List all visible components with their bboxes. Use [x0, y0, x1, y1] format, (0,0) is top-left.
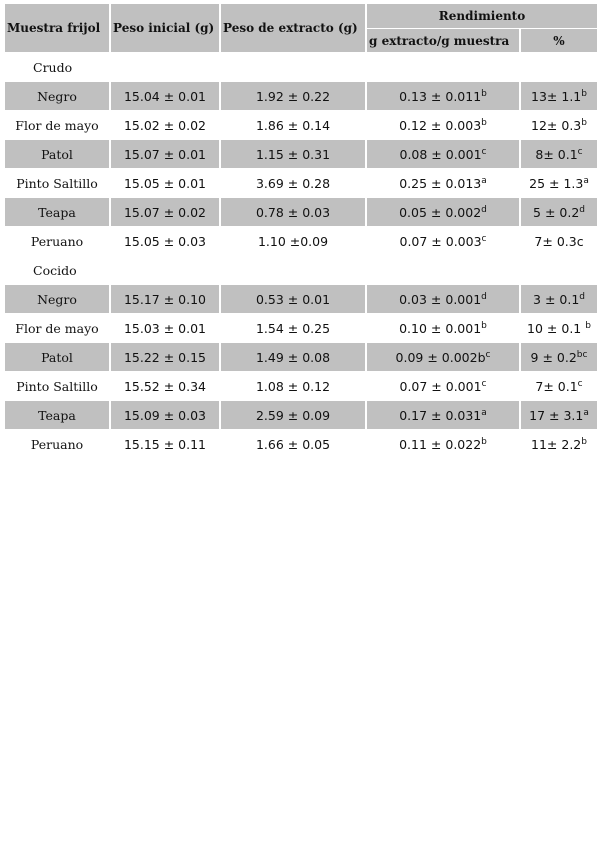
cell-peso-inicial: 15.07 ± 0.01: [111, 140, 219, 168]
cell-percent-significance: c: [577, 146, 583, 157]
cell-muestra: Negro: [5, 82, 109, 110]
cell-peso-extracto: 2.59 ± 0.09: [221, 401, 365, 429]
cell-g-extracto: [367, 169, 519, 197]
cell-g-extracto-value: 0.07 ± 0.003: [399, 233, 482, 249]
cell-peso-extracto: 1.66 ± 0.05: [221, 430, 365, 458]
cell-percent: [521, 401, 597, 429]
table-row: [5, 82, 597, 110]
cell-percent-value: 9 ± 0.2: [530, 349, 577, 365]
table-row: [5, 227, 597, 255]
cell-peso-inicial: 15.04 ± 0.01: [111, 82, 219, 110]
cell-percent: [521, 314, 597, 342]
cell-percent: [521, 430, 597, 458]
cell-peso-extracto: 3.69 ± 0.28: [221, 169, 365, 197]
cell-percent-significance: b: [581, 88, 587, 99]
cell-peso-extracto: 1.08 ± 0.12: [221, 372, 365, 400]
group-row: [5, 53, 597, 81]
cell-peso-inicial: 15.52 ± 0.34: [111, 372, 219, 400]
cell-muestra: Pinto Saltillo: [5, 372, 109, 400]
cell-percent-value: 10 ± 0.1: [527, 320, 586, 336]
cell-g-extracto: [367, 372, 519, 400]
cell-peso-inicial: 15.15 ± 0.11: [111, 430, 219, 458]
cell-percent: [521, 198, 597, 226]
cell-peso-inicial: 15.05 ± 0.01: [111, 169, 219, 197]
cell-g-extracto-value: 0.11 ± 0.022: [399, 436, 482, 452]
cell-muestra: Peruano: [5, 227, 109, 255]
cell-percent-value: 25 ± 1.3: [529, 175, 584, 191]
table-row: [5, 198, 597, 226]
group-row: [5, 256, 597, 284]
cell-peso-extracto: 1.49 ± 0.08: [221, 343, 365, 371]
header-percent: %: [521, 29, 597, 52]
cell-muestra: Pinto Saltillo: [5, 169, 109, 197]
cell-muestra: Flor de mayo: [5, 314, 109, 342]
cell-percent: [521, 372, 597, 400]
cell-g-extracto-value: 0.10 ± 0.001: [399, 320, 482, 336]
cell-percent-significance: b: [585, 320, 591, 331]
yield-table: [3, 3, 599, 459]
cell-peso-extracto: 1.54 ± 0.25: [221, 314, 365, 342]
cell-g-extracto-significance: d: [481, 291, 487, 302]
cell-peso-inicial: 15.07 ± 0.02: [111, 198, 219, 226]
cell-g-extracto-value: 0.07 ± 0.001: [399, 378, 482, 394]
cell-percent-value: 12± 0.3: [531, 117, 582, 133]
cell-g-extracto-significance: b: [481, 117, 487, 128]
header-peso-inicial: Peso inicial (g): [111, 4, 219, 52]
table-row: [5, 140, 597, 168]
cell-peso-inicial: 15.17 ± 0.10: [111, 285, 219, 313]
cell-g-extracto: [367, 343, 519, 371]
header-row: [5, 4, 597, 28]
cell-percent-value: 11± 2.2: [531, 436, 582, 452]
cell-percent-value: 13± 1.1: [531, 88, 582, 104]
cell-percent-significance: a: [583, 407, 589, 418]
cell-g-extracto: [367, 430, 519, 458]
cell-percent: [521, 285, 597, 313]
table-row: [5, 430, 597, 458]
cell-g-extracto: [367, 82, 519, 110]
cell-peso-extracto: 1.15 ± 0.31: [221, 140, 365, 168]
header-muestra: Muestra frijol: [5, 4, 109, 52]
cell-muestra: Patol: [5, 343, 109, 371]
cell-g-extracto-value: 0.09 ± 0.002b: [395, 349, 486, 365]
cell-percent-significance: d: [579, 204, 585, 215]
cell-muestra: Negro: [5, 285, 109, 313]
cell-percent-value: 7± 0.3c: [534, 233, 584, 249]
cell-g-extracto-value: 0.12 ± 0.003: [399, 117, 482, 133]
cell-percent: [521, 343, 597, 371]
cell-percent-value: 5 ± 0.2: [533, 204, 580, 220]
cell-g-extracto: [367, 314, 519, 342]
cell-g-extracto-significance: b: [481, 320, 487, 331]
table-row: [5, 285, 597, 313]
cell-percent-value: 17 ± 3.1: [529, 407, 584, 423]
cell-percent-significance: bc: [576, 349, 588, 360]
cell-g-extracto: [367, 227, 519, 255]
table-row: [5, 169, 597, 197]
cell-peso-extracto: 0.78 ± 0.03: [221, 198, 365, 226]
table-body: [5, 53, 597, 458]
cell-peso-inicial: 15.09 ± 0.03: [111, 401, 219, 429]
cell-peso-inicial: 15.22 ± 0.15: [111, 343, 219, 371]
header-g-extracto: g extracto/g muestra: [367, 29, 519, 52]
cell-percent: [521, 169, 597, 197]
cell-g-extracto: [367, 140, 519, 168]
cell-g-extracto-significance: c: [481, 233, 487, 244]
cell-g-extracto: [367, 198, 519, 226]
cell-muestra: Peruano: [5, 430, 109, 458]
cell-percent: [521, 227, 597, 255]
cell-peso-inicial: 15.03 ± 0.01: [111, 314, 219, 342]
cell-muestra: Teapa: [5, 198, 109, 226]
cell-g-extracto-value: 0.17 ± 0.031: [399, 407, 482, 423]
cell-percent-significance: b: [581, 436, 587, 447]
cell-g-extracto-value: 0.25 ± 0.013: [399, 175, 482, 191]
cell-peso-extracto: 1.92 ± 0.22: [221, 82, 365, 110]
cell-g-extracto-value: 0.13 ± 0.011: [399, 88, 482, 104]
cell-percent: [521, 111, 597, 139]
cell-percent: [521, 140, 597, 168]
header-peso-extracto: Peso de extracto (g): [221, 4, 365, 52]
group-label: Cocido: [33, 262, 77, 278]
cell-g-extracto-significance: a: [481, 175, 487, 186]
cell-g-extracto-significance: b: [481, 436, 487, 447]
cell-peso-inicial: 15.02 ± 0.02: [111, 111, 219, 139]
group-label: Crudo: [33, 59, 73, 75]
cell-percent: [521, 82, 597, 110]
cell-g-extracto: [367, 401, 519, 429]
cell-g-extracto: [367, 111, 519, 139]
cell-percent-value: 8± 0.1: [535, 146, 578, 162]
cell-percent-value: 3 ± 0.1: [533, 291, 580, 307]
cell-muestra: Flor de mayo: [5, 111, 109, 139]
cell-g-extracto-value: 0.05 ± 0.002: [399, 204, 482, 220]
table-row: [5, 343, 597, 371]
cell-g-extracto-significance: b: [481, 88, 487, 99]
cell-percent-significance: a: [583, 175, 589, 186]
cell-g-extracto-significance: c: [481, 146, 487, 157]
cell-muestra: Patol: [5, 140, 109, 168]
cell-g-extracto-value: 0.08 ± 0.001: [399, 146, 482, 162]
cell-g-extracto-significance: c: [481, 378, 487, 389]
cell-peso-extracto: 1.10 ±0.09: [221, 227, 365, 255]
cell-g-extracto-significance: a: [481, 407, 487, 418]
table-row: [5, 314, 597, 342]
cell-percent-significance: c: [577, 378, 583, 389]
header-rendimiento: Rendimiento: [367, 4, 597, 28]
cell-percent-value: 7± 0.1: [535, 378, 578, 394]
cell-g-extracto-value: 0.03 ± 0.001: [399, 291, 482, 307]
cell-percent-significance: d: [579, 291, 585, 302]
table-row: [5, 401, 597, 429]
table-row: [5, 111, 597, 139]
cell-g-extracto-significance: c: [485, 349, 491, 360]
cell-percent-significance: b: [581, 117, 587, 128]
cell-peso-inicial: 15.05 ± 0.03: [111, 227, 219, 255]
cell-muestra: Teapa: [5, 401, 109, 429]
cell-peso-extracto: 0.53 ± 0.01: [221, 285, 365, 313]
cell-g-extracto-significance: d: [481, 204, 487, 215]
cell-peso-extracto: 1.86 ± 0.14: [221, 111, 365, 139]
cell-g-extracto: [367, 285, 519, 313]
table-row: [5, 372, 597, 400]
